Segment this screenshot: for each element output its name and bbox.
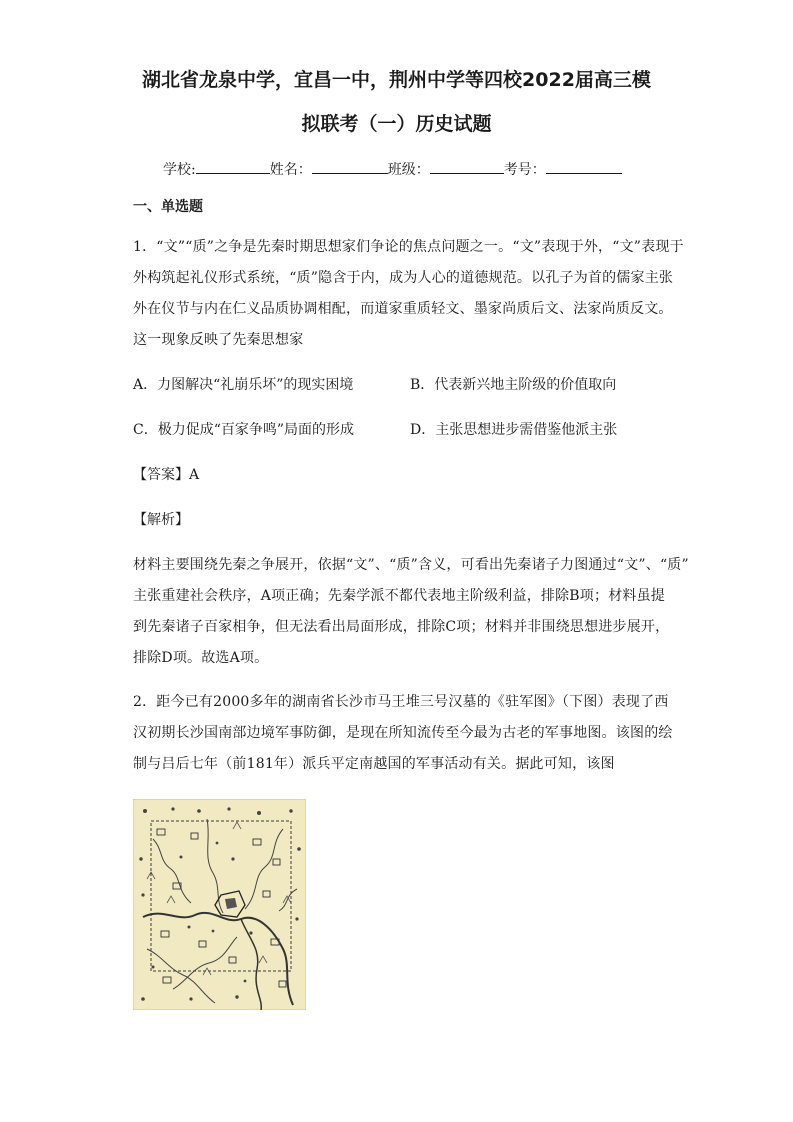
class-blank[interactable] — [430, 159, 504, 174]
section-heading: 一、单选题 — [133, 199, 203, 215]
question-1-line: 外在仪节与内在仁义品质协调相配，而道家重质轻文、墨家尚质后文、法家尚质反文。 — [133, 301, 673, 317]
garrison-map-image — [133, 799, 306, 1010]
name-blank[interactable] — [312, 159, 388, 174]
question-2-line: 2．距今已有2000多年的湖南省长沙市马王堆三号汉墓的《驻军图》（下图）表现了西 — [133, 694, 669, 710]
exam-title-line2: 拟联考（一）历史试题 — [301, 113, 492, 135]
analysis-line: 排除D项。故选A项。 — [133, 650, 269, 666]
question-2-line: 制与吕后七年（前181年）派兵平定南越国的军事活动有关。据此可知，该图 — [133, 756, 615, 772]
exam-title-line1: 湖北省龙泉中学，宜昌一中，荆州中学等四校2022届高三模 — [142, 69, 651, 91]
analysis-line: 材料主要围绕先秦之争展开，依据“文”、“质”含义，可看出先秦诸子力图通过“文”、“质” — [133, 557, 689, 573]
school-label: 学校: — [163, 162, 196, 178]
school-blank[interactable] — [196, 159, 270, 174]
question-1-option-a[interactable]: A．力图解决“礼崩乐坏”的现实困境 — [133, 377, 354, 393]
class-label: 班级： — [387, 162, 430, 178]
student-info-line — [163, 159, 622, 180]
answer-label: 【答案】A — [133, 467, 200, 483]
question-1-line: 这一现象反映了先秦思想家 — [133, 332, 304, 348]
name-label: 姓名： — [269, 162, 312, 178]
analysis-label: 【解析】 — [133, 512, 189, 528]
question-2-line: 汉初期长沙国南部边境军事防御，是现在所知流传至今最为古老的军事地图。该图的绘 — [133, 725, 673, 741]
question-2-stem — [133, 687, 673, 780]
question-1-line: 外构筑起礼仪形式系统，“质”隐含于内，成为人心的道德规范。以孔子为首的儒家主张 — [133, 270, 674, 286]
question-1-option-b[interactable]: B．代表新兴地主阶级的价值取向 — [410, 377, 617, 393]
question-1-option-d[interactable]: D．主张思想进步需借鉴他派主张 — [410, 422, 618, 438]
analysis-text — [133, 550, 689, 674]
question-1-stem — [133, 232, 684, 356]
analysis-line: 到先秦诸子百家相争，但无法看出局面形成，排除C项；材料并非围绕思想进步展开， — [133, 619, 670, 635]
question-1-line: 1．“文”“质”之争是先秦时期思想家们争论的焦点问题之一。“文”表现于外，“文”表现于 — [133, 239, 684, 255]
id-blank[interactable] — [546, 159, 622, 174]
question-1-option-c[interactable]: C．极力促成“百家争鸣”局面的形成 — [133, 422, 355, 438]
analysis-line: 主张重建社会秩序，A项正确；先秦学派不都代表地主阶级利益，排除B项；材料虽提 — [133, 588, 665, 604]
id-label: 考号： — [503, 162, 546, 178]
